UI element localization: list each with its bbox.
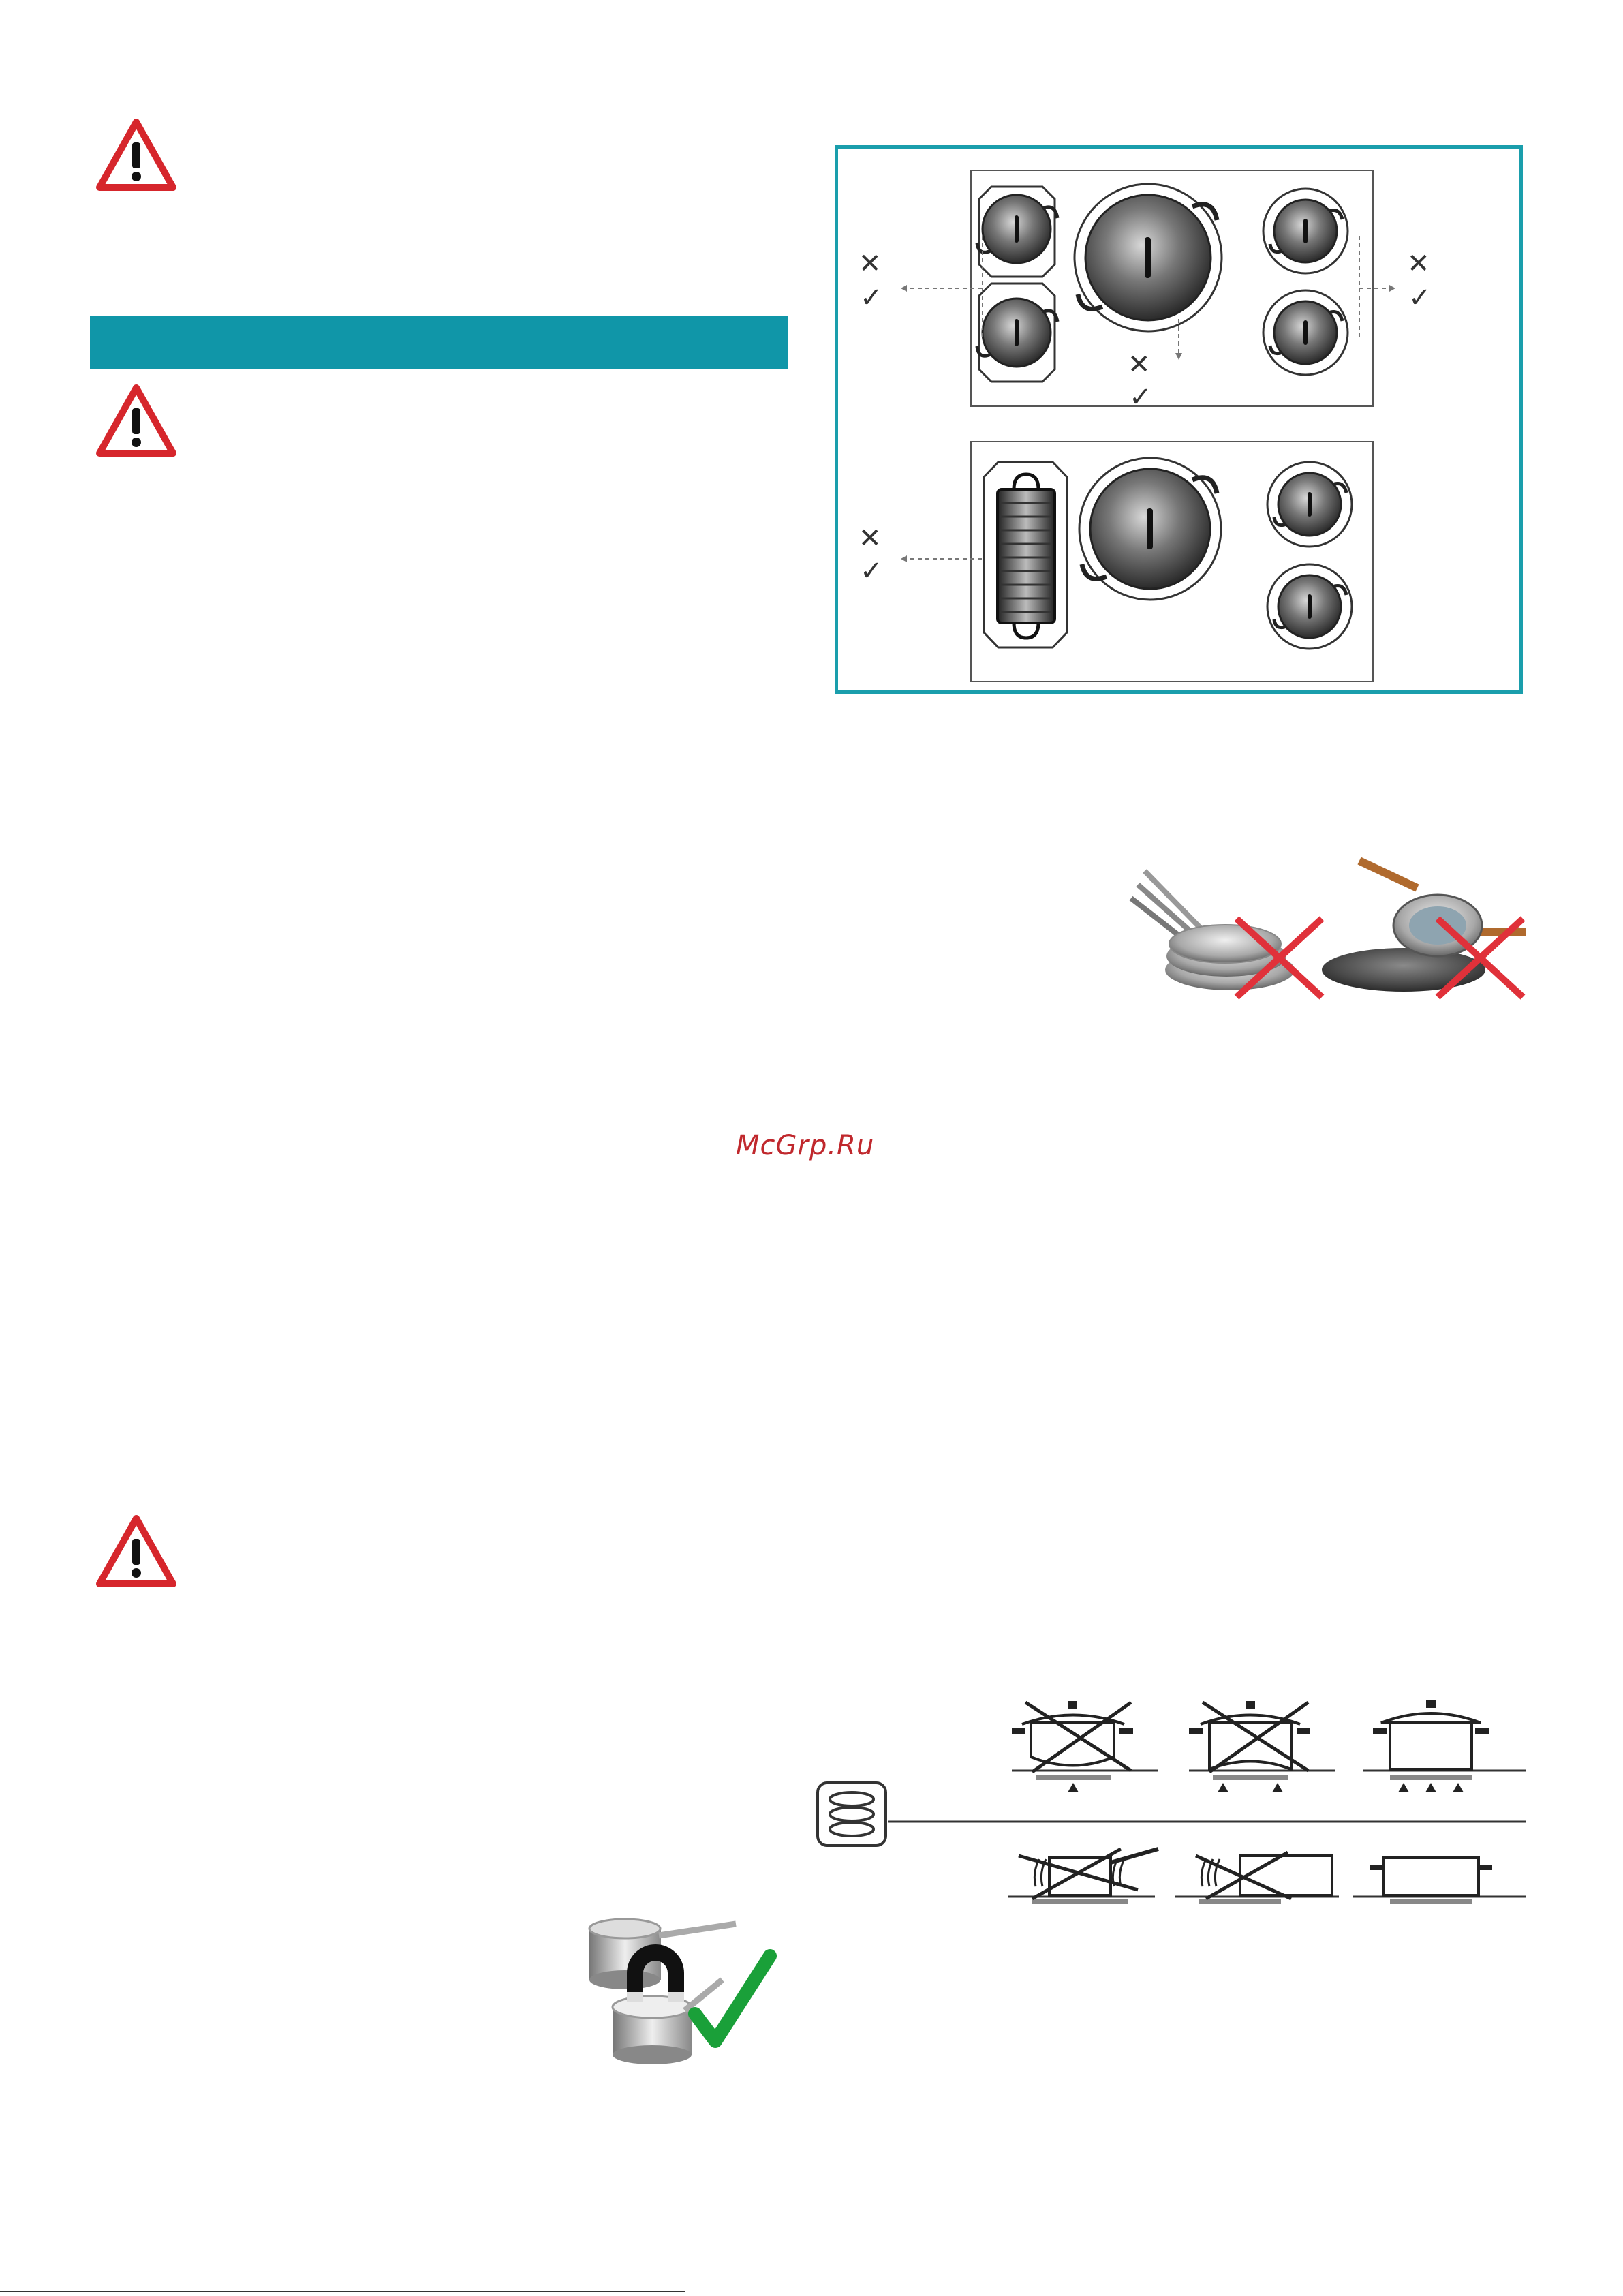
pot-off-centre-wrong: [1175, 1852, 1339, 1904]
cookware-base-diagram: [814, 1682, 1526, 1927]
pot-flat-base-correct: [1363, 1700, 1526, 1792]
grill-pan-icon: [998, 474, 1055, 638]
cross-mark: ✕: [1128, 349, 1151, 380]
cross-mark: ✕: [1407, 248, 1430, 279]
check-mark: ✓: [860, 282, 883, 313]
warning-triangle-icon: [95, 118, 177, 193]
check-mark: ✓: [1408, 282, 1432, 313]
watermark: McGrp.Ru: [736, 1130, 875, 1161]
check-mark: ✓: [860, 555, 883, 587]
section-header-bar: [90, 316, 788, 369]
hob-diagram: [838, 149, 1519, 690]
check-mark: ✓: [1129, 382, 1152, 413]
unsuitable-pans-illustration: [1117, 844, 1526, 1004]
cross-mark: ✕: [859, 248, 882, 279]
stacked-aluminium-pans: [1131, 871, 1295, 990]
pot-too-small-wrong: [1008, 1849, 1158, 1904]
induction-coil-icon: [818, 1783, 886, 1846]
approve-check-icon: [695, 1956, 770, 2041]
pot-convex-base-wrong: [1012, 1701, 1158, 1792]
footer-rule: [0, 2291, 685, 2292]
magnet-test-illustration: [583, 1905, 780, 2065]
warning-triangle-icon: [95, 384, 177, 459]
warning-triangle-icon: [95, 1514, 177, 1589]
pot-concave-base-wrong: [1189, 1701, 1335, 1792]
cross-mark: ✕: [859, 523, 882, 554]
pot-correct-size: [1352, 1858, 1526, 1904]
